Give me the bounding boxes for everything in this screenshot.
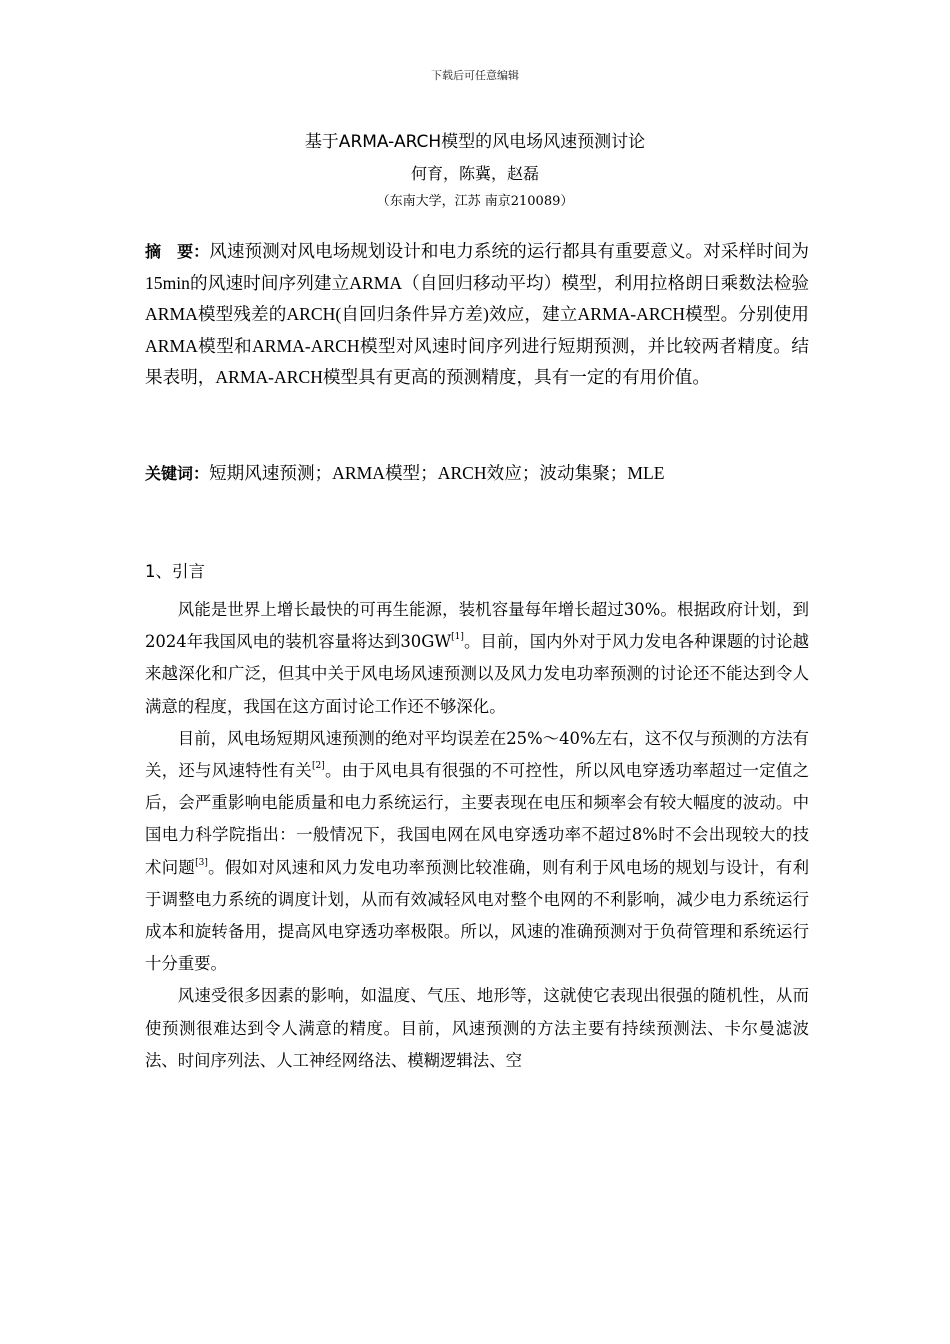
section-heading: 1、引言 [145, 562, 205, 581]
paragraph-text: 。由于风电具有很强的不可控性，所以风电穿透功率超过一定值之后，会严重影响电能质量和电力系统运行，主要表现在电压和频率会有较大幅度的波动。中国电力科学院指出：一般情况下，我国电网在风电穿透功率不超过8%时不会出现较大的技术问题 [145, 761, 810, 877]
keywords-label: 关键词： [145, 464, 210, 483]
affiliation: （东南大学，江苏 南京210089） [376, 194, 574, 209]
abstract-label: 摘 要： [145, 242, 210, 261]
paragraph-text: 风速受很多因素的影响，如温度、气压、地形等，这就使它表现出很强的随机性，从而使预测很难达到令人满意的精度。目前，风速预测的方法主要有持续预测法、卡尔曼滤波法、时间序列法、人工神经网络法、模糊逻辑法、空 [145, 986, 809, 1070]
body-text [145, 594, 809, 1077]
authors: 何育，陈冀，赵磊 [410, 164, 539, 183]
citation: [1] [451, 632, 464, 643]
paragraph-text: 目前，风电场短期风速预测的绝对平均误差在25%～40%左右，这不仅与预测的方法有关，还与风速特性有关 [145, 728, 809, 781]
abstract [145, 236, 809, 394]
header-note: 下载后可任意编辑 [431, 69, 519, 82]
paragraph-text: 。假如对风速和风力发电功率预测比较准确，则有利于风电场的规划与设计，有利于调整电力系统的调度计划，从而有效减轻风电对整个电网的不利影响，减少电力系统运行成本和旋转备用，提高风电穿透功率极限。所以，风速的准确预测对于负荷管理和系统运行十分重要。 [145, 857, 810, 974]
citation: [3] [195, 857, 208, 868]
abstract-text: 风速预测对风电场规划设计和电力系统的运行都具有重要意义。对采样时间为15min的风速时间序列建立ARMA（自回归移动平均）模型，利用拉格朗日乘数法检验ARMA模型残差的ARCH(自回归条件异方差)效应，建立ARMA-ARCH模型。分别使用ARMA模型和ARMA-ARCH模型对风速时间序列进行短期预测，并比较两者精度。结果表明，ARMA-ARCH模型具有更高的预测精度，具有一定的有用价值。 [145, 241, 809, 388]
paragraph [145, 594, 809, 723]
paragraph [145, 980, 809, 1077]
paragraph-text: 风能是世界上增长最快的可再生能源，装机容量每年增长超过30%。根据政府计划，到2024年我国风电的装机容量将达到30GW [145, 600, 809, 652]
paragraph [145, 723, 809, 981]
keywords [145, 458, 809, 490]
paragraph-text: 。目前，国内外对于风力发电各种课题的讨论越来越深化和广泛，但其中关于风电场风速预测以及风力发电功率预测的讨论还不能达到令人满意的程度，我国在这方面讨论工作还不够深化。 [145, 632, 809, 716]
citation: [2] [312, 761, 325, 772]
keywords-text: 短期风速预测；ARMA模型；ARCH效应；波动集聚；MLE [209, 463, 665, 483]
paper-title: 基于ARMA-ARCH模型的风电场风速预测讨论 [304, 132, 646, 152]
